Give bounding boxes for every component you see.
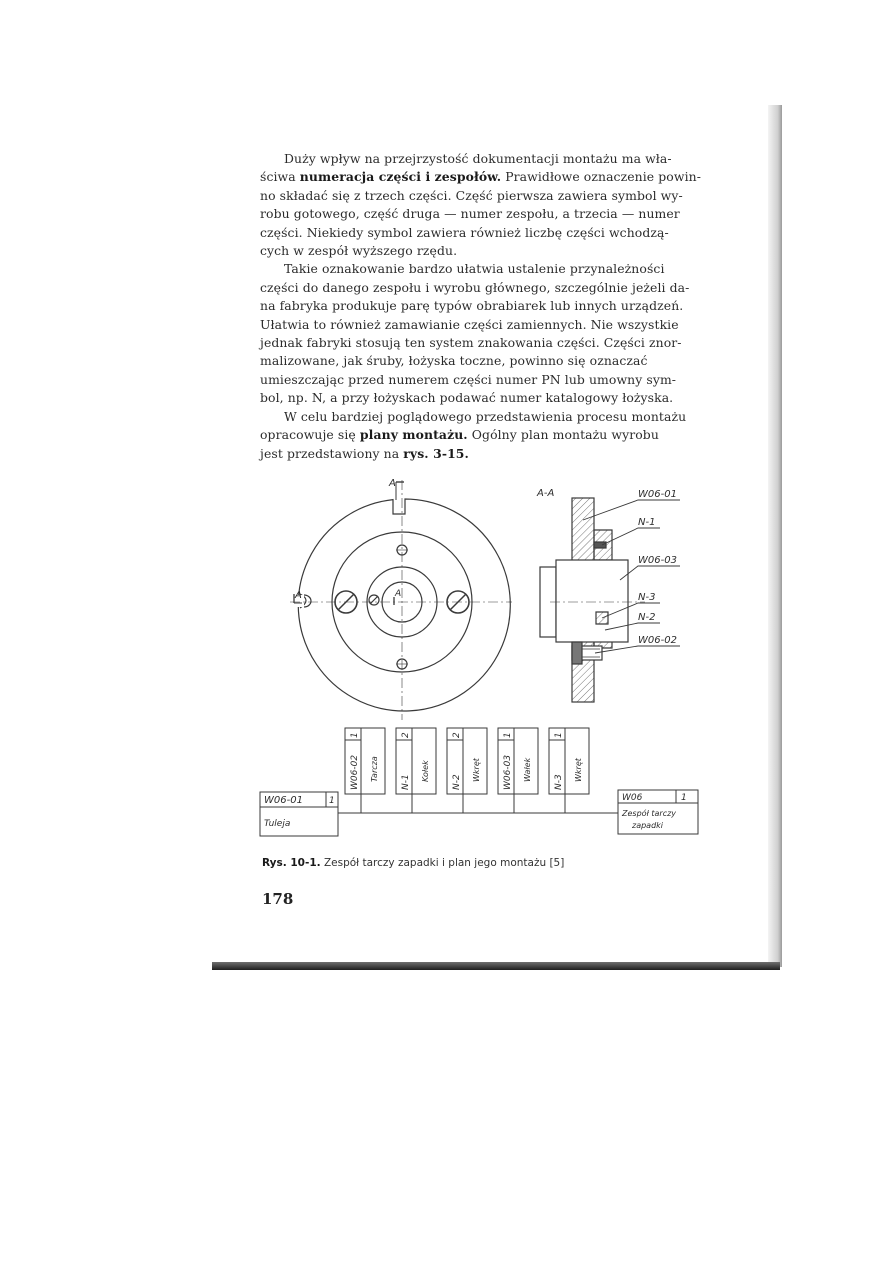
section-marker-centre: A — [395, 589, 402, 599]
text-line — [260, 168, 768, 186]
assembly-box — [618, 790, 698, 834]
text-line — [260, 297, 768, 315]
text-run: W celu bardziej poglądowego przedstawienia procesu montażu — [284, 408, 687, 424]
base-part-code: W06-01 — [264, 795, 303, 806]
text-line — [260, 408, 768, 426]
text-line — [260, 279, 768, 297]
text-line — [260, 205, 768, 223]
bold-term: rys. 3-15. — [403, 445, 469, 461]
text-run: robu gotowego, część druga — numer zespołu, a trzecia — numer — [260, 206, 680, 222]
text-run: opracowuje się — [260, 427, 360, 443]
bold-term: numeracja części i zespołów. — [299, 169, 502, 185]
callout-w06-02: W06-02 — [638, 635, 677, 646]
text-run: Duży wpływ na przejrzystość dokumentacji montażu ma wła- — [284, 151, 672, 166]
assembly-name-line2: zapadki — [632, 821, 664, 830]
caption-label: Rys. 10-1. — [262, 857, 321, 869]
part-name: Kołek — [421, 760, 430, 782]
assembly-plan — [260, 728, 698, 836]
figure-caption — [262, 857, 564, 869]
part-qty: 2 — [401, 732, 411, 738]
part-qty: 1 — [350, 732, 360, 738]
text-line — [260, 242, 768, 260]
callout-w06-03: W06-03 — [638, 555, 677, 566]
part-box — [498, 728, 538, 813]
callout-w06-01: W06-01 — [638, 489, 677, 500]
paragraph — [260, 408, 768, 463]
front-view — [290, 480, 512, 720]
text-line — [260, 187, 768, 205]
part-box — [549, 728, 589, 813]
part-box — [447, 728, 487, 813]
text-run: bol, np. N, a przy łożyskach podawać numer katalogowy łożyska. — [260, 390, 674, 406]
part-qty: 1 — [503, 732, 513, 738]
text-line — [260, 445, 768, 463]
part-name: Wałek — [523, 757, 532, 782]
part-name: Tarcza — [370, 756, 379, 782]
text-run: no składać się z trzech części. Część pierwsza zawiera symbol wy- — [260, 187, 683, 203]
text-line — [260, 334, 768, 352]
figure-ratchet-disc-assembly — [250, 470, 775, 865]
section-marker-left: A — [295, 590, 302, 601]
text-run: ściwa — [260, 169, 300, 185]
page-bottom-edge — [212, 962, 780, 970]
callout-n-1: N-1 — [638, 517, 656, 528]
assembly-code: W06 — [622, 793, 643, 803]
paragraph — [260, 150, 768, 260]
assembly-qty: 1 — [681, 793, 687, 803]
text-line — [260, 316, 768, 334]
part-qty: 2 — [452, 732, 462, 738]
callout-n-3: N-3 — [638, 592, 656, 603]
caption-text: Zespół tarczy zapadki i plan jego montażu [5] — [323, 857, 565, 869]
text-run: malizowane, jak śruby, łożyska toczne, powinno się oznaczać — [260, 353, 648, 369]
text-line — [260, 426, 768, 444]
base-part-name: Tuleja — [264, 819, 291, 829]
text-line — [260, 352, 768, 370]
text-run: części do danego zespołu i wyrobu głównego, szczególnie jeżeli da- — [260, 279, 690, 295]
disc-outline — [298, 499, 510, 711]
text-run: Takie oznakowanie bardzo ułatwia ustalenie przynależności — [284, 261, 665, 277]
part-code: N-2 — [452, 774, 462, 790]
text-run: umieszczając przed numerem części numer PN lub umowny sym- — [260, 371, 677, 387]
part-box — [396, 728, 436, 813]
text-run: cych w zespół wyższego rzędu. — [260, 243, 458, 259]
section-marker-top: A — [389, 478, 396, 489]
text-run: jednak fabryki stosują ten system znakowania części. Części znor- — [260, 335, 682, 351]
section-view — [540, 498, 645, 702]
part-code: W06-03 — [503, 754, 513, 790]
text-line — [260, 224, 768, 242]
paragraph — [260, 260, 768, 407]
assembly-name-line1: Zespół tarczy — [622, 809, 677, 818]
base-part-box — [260, 792, 338, 836]
text-run: Ogólny plan montażu wyrobu — [467, 427, 659, 443]
part-code: W06-02 — [350, 754, 360, 790]
text-run: Prawidłowe oznaczenie powin- — [501, 169, 701, 185]
part-code: N-3 — [554, 774, 564, 790]
text-run: jest przedstawiony na — [260, 445, 404, 461]
part-qty: 1 — [554, 732, 564, 738]
text-run: części. Niekiedy symbol zawiera również liczbę części wchodzą- — [260, 224, 669, 240]
part-code: N-1 — [401, 774, 411, 790]
text-line — [260, 150, 768, 168]
body-text — [260, 150, 768, 463]
callout-n-2: N-2 — [638, 612, 656, 623]
part-box — [345, 728, 385, 813]
section-label: A-A — [537, 488, 555, 499]
text-line — [260, 260, 768, 278]
base-part-qty: 1 — [329, 796, 335, 806]
part-name: Wkręt — [574, 758, 583, 782]
page-number: 178 — [262, 890, 294, 908]
text-line — [260, 389, 768, 407]
bold-term: plany montażu. — [359, 427, 468, 443]
part-name: Wkręt — [472, 758, 481, 782]
text-run: na fabryka produkuje parę typów obrabiarek lub innych urządzeń. — [260, 298, 684, 314]
text-run: Ułatwia to również zamawianie części zamiennych. Nie wszystkie — [260, 316, 679, 332]
text-line — [260, 371, 768, 389]
